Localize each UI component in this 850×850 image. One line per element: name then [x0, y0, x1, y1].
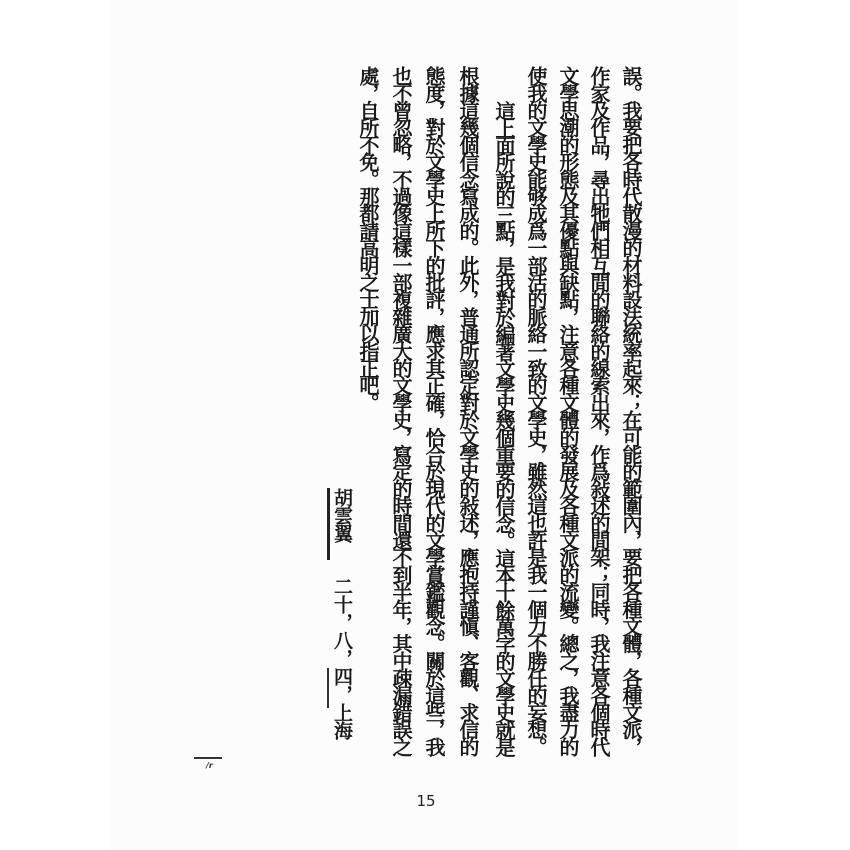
place-name-marker	[327, 668, 329, 708]
scan-artifact-line	[194, 757, 222, 759]
text-column-9: 處，自所不免。那都請高明之士加以指正吧。	[356, 66, 380, 411]
text-column-7: 態度，對於文學史上所下的批評，應求其正確，恰合於現代的文學賞鑑觀念。關於這些，我	[422, 66, 446, 755]
text-column-4: 使我的文學史能够成爲一部活的脈絡一致的文學史，雖然這也許是我一個力不勝任的妄想。	[524, 66, 548, 755]
text-column-8: 也不曾忽略，不過像這樣一部複雜廣大的文學史，寫定的時間還不到半年，其中疎漏錯誤之	[389, 66, 413, 755]
page-number: 15	[416, 792, 436, 810]
text-column-3: 文學思潮的形態及其優點與缺點，注意各種文體的發展及各種文派的流變。總之，我盡力的	[556, 66, 580, 755]
document-page	[110, 0, 738, 850]
signature-date-place: 二十，八，四，上海	[331, 577, 353, 739]
scan-artifact-glyph: /r	[206, 761, 213, 770]
text-column-6: 根據這幾個信念寫成的。此外，普通所認定對於文學史的敍述，應抱持謹愼、客觀、求信的	[456, 66, 480, 755]
text-column-5: 這上面所說的三點，是我對於編著文學史幾個重要的信念。這本十餘萬字的文學史就是	[492, 101, 516, 755]
text-column-2: 作家及作品，尋出牠們相互間的聯絡的線索出來，作爲敍述的間架；同時，我注意各個時代	[587, 66, 611, 755]
text-column-1: 誤。我要把各時代散漫的材料設法統率起來；在可能的範圍內，要把各種文體，各種文派，	[619, 66, 643, 755]
signature-author: 胡雲翼	[331, 488, 353, 542]
scan-artifact-mark	[194, 757, 224, 769]
